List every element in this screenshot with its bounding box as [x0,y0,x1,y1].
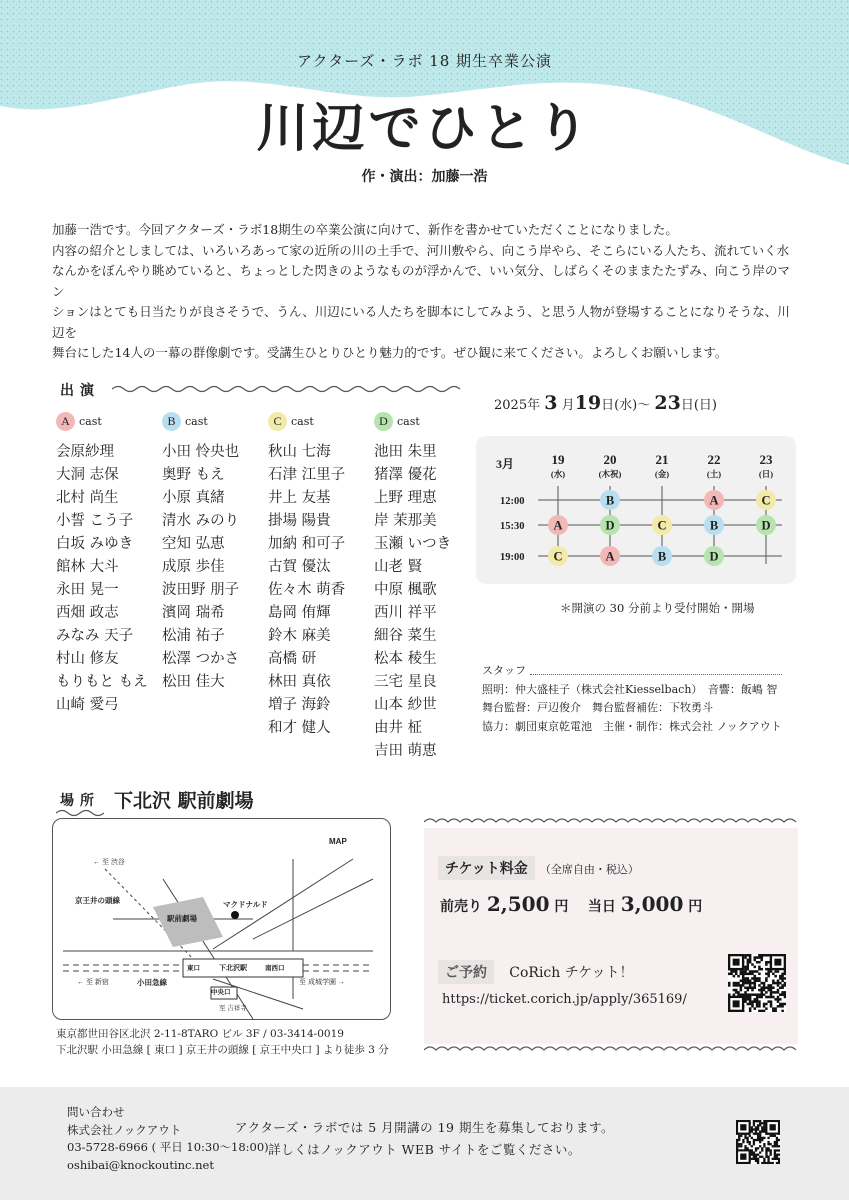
schedule-day-of-week: (水) [550,469,566,479]
schedule-day: 20 [603,452,617,467]
schedule-slot-letter: D [605,518,615,533]
cast-name: 村山 修友 [56,651,119,667]
map-label-inokashira: 京王井の頭線 [75,896,120,905]
schedule-start-day: 19 [574,392,602,414]
schedule-slot-letter: A [709,493,719,508]
cast-wavy-divider [112,384,462,394]
map-label-theater: 駅前劇場 [167,914,197,923]
reserve-url-link[interactable]: https://ticket.corich.jp/apply/365169/ [442,992,687,1007]
contact-line: 問い合わせ [67,1105,125,1119]
advance-price: 2,500 [486,892,550,916]
venue-name: 下北沢 駅前劇場 [114,790,254,812]
venue-address-line: 東京都世田谷区北沢 2-11-8TARO ビル 3F / 03-3414-0019 [56,1028,344,1040]
cast-name: みなみ 天子 [56,628,134,644]
cast-name: 佐々木 萌香 [268,582,346,598]
schedule-slot-letter: D [709,549,719,564]
cast-name: 空知 弘恵 [162,536,225,552]
cast-name: 奥野 もえ [162,467,225,483]
cast-name: 波田野 朋子 [162,582,240,598]
footer-qr-code[interactable] [736,1120,780,1164]
map-label-seijo: 至 成城学園 → [299,979,345,986]
schedule-day-of-week: (日) [758,469,774,479]
cast-name: 岸 茉那美 [374,513,437,529]
venue-section-title: 場所 [60,793,100,809]
schedule-time: 19:00 [500,552,525,563]
cast-header-b [162,412,239,431]
schedule-slot-letter: C [553,549,563,564]
cast-label: cast [291,415,314,428]
cast-name: 松澤 つかさ [162,651,240,667]
cast-name: 細谷 菜生 [374,628,437,644]
contact-phone: 03-5728-6966 ( 平日 10:30～18:00) [67,1140,269,1154]
cast-column-b [162,412,239,694]
schedule-end-dow: (日) [693,398,718,413]
cast-name: 三宅 星良 [374,674,437,690]
cast-name: 猪澤 優花 [374,467,437,483]
cast-name: 玉瀬 いつき [374,536,452,552]
cast-name: 和才 健人 [268,720,331,736]
map-label-east-exit: 東口 [187,965,200,972]
staff-line: 舞台監督：戸辺俊介 舞台監督補佐：下牧勇斗 [482,701,713,714]
cast-letter-badge: C [268,412,287,431]
map-label-mcdonalds: マクドナルド [223,900,268,909]
venue-access-line: 下北沢駅 小田急線 [ 東口 ] 京王井の頭線 [ 京王中央口 ] より徒歩 3 分 [56,1044,389,1056]
schedule-end-day: 23 [654,392,681,414]
reserve-row [438,960,633,984]
venue-address [56,1026,389,1058]
cast-header-a [56,412,148,431]
venue-map [52,818,391,1020]
cast-header-c [268,412,345,431]
cast-letter-badge: A [56,412,75,431]
cast-name: 中原 楓歌 [374,582,437,598]
cast-name: 北村 尚生 [56,490,119,506]
ticket-top-wavy [424,816,798,828]
cast-list-b [162,441,239,694]
cast-column-a [56,412,148,717]
cast-name: 山老 賢 [374,559,423,575]
cast-list-d [374,441,451,763]
schedule-time: 12:00 [500,496,525,507]
ticket-price-note: （全席自由・税込） [539,863,639,876]
door-yen: 円 [688,899,703,915]
schedule-slot-letter: B [605,493,615,508]
advance-yen: 円 [554,899,569,915]
reserve-service: CoRich チケット！ [509,965,634,981]
cast-name: 由井 柾 [374,720,423,736]
schedule-time: 15:30 [500,521,525,532]
ticket-bottom-wavy [424,1044,798,1056]
schedule-month-label: 3月 [496,457,515,471]
cast-name: 秋山 七海 [268,444,331,460]
door-price: 3,000 [620,892,684,916]
reserve-qr-code[interactable] [728,954,786,1012]
venue-wavy-divider [56,808,104,818]
reserve-label: ご予約 [438,960,494,984]
staff-line: 協力：劇団東京乾電池 主催・制作：株式会社 ノックアウト [482,719,782,733]
schedule-day: 21 [655,452,669,467]
contact-email[interactable]: oshibai@knockoutinc.net [67,1157,214,1172]
cast-label: cast [397,415,420,428]
map-label-station: 下北沢駅 [219,965,247,972]
map-label-shinjuku: ← 至 新宿 [77,979,109,986]
cast-name: 小田 怜央也 [162,444,240,460]
cast-name: 永田 晃一 [56,582,119,598]
cast-name: 吉田 萌恵 [374,743,437,759]
cast-name: もりもと もえ [56,674,148,690]
cast-name: 池田 朱里 [374,444,437,460]
cast-label: cast [185,415,208,428]
cast-name: 西畑 政志 [56,605,119,621]
ticket-prices [440,892,702,916]
performance-title: 川辺でひとり [256,98,593,159]
cast-name: 白坂 みゆき [56,536,134,552]
cast-name: 松本 稜生 [374,651,437,667]
cast-name: 松田 佳大 [162,674,225,690]
schedule-tilde: ～ [637,398,651,413]
cast-name: 島岡 侑輝 [268,605,331,621]
map-label-south-exit: 南西口 [265,965,285,972]
cast-name: 鈴木 麻美 [268,628,331,644]
intro-line: 舞台にした14人の一幕の群像劇です。受講生ひとりひとり魅力的です。ぜひ観に来てください。よろしくお願いします。 [52,345,728,360]
staff-credits [482,662,782,736]
schedule-day-of-week: (金) [654,469,670,479]
performance-subtitle: アクターズ・ラボ 18 期生卒業公演 [296,52,553,70]
schedule-start-month: 3 [544,392,558,414]
map-title: MAP [329,837,347,846]
map-label-central-exit: 中央口 [211,989,231,996]
cast-name: 林田 真依 [268,674,331,690]
cast-list-a [56,441,148,717]
cast-section-title: 出演 [60,383,100,399]
schedule-slot-letter: A [605,549,615,564]
ticket-price-label: チケット料金 [438,856,535,880]
map-label-kichijoji: 至 吉祥寺 [219,1005,247,1012]
schedule-day: 22 [707,452,721,467]
cast-name: 濱岡 瑞希 [162,605,225,621]
door-label: 当日 [587,899,616,915]
schedule-day: 19 [551,452,565,467]
schedule-slot-letter: A [553,518,563,533]
ticket-info-box [424,828,798,1044]
schedule-day: 23 [759,452,773,467]
schedule-slot-letter: D [761,518,771,533]
cast-name: 清水 みのり [162,513,240,529]
cast-name: 加納 和可子 [268,536,346,552]
intro-text [52,220,802,364]
staff-title: スタッフ [482,664,526,677]
intro-line: 内容の紹介としましては、いろいろあって家の近所の川の土手で、河川敷やら、向こう岸やら、そこらにいる人たち、流れていく水 [52,242,790,258]
cast-letter-badge: D [374,412,393,431]
schedule-table [476,436,796,584]
schedule-year: 2025年 [494,398,541,413]
cast-name: 大洞 志保 [56,467,119,483]
cast-name: 西川 祥平 [374,605,437,621]
advance-label: 前売り [440,899,482,915]
cast-column-d [374,412,451,763]
ticket-price-row [438,856,639,880]
recruit-line: アクターズ・ラボでは 5 月開講の 19 期生を募集しております。 [234,1120,614,1135]
cast-name: 山本 紗世 [374,697,437,713]
intro-line: ションはとても日当たりが良さそうで、うん、川辺にいる人たちを脚本にしてみよう、と思う人物が登場することになりそうな、川辺を [52,304,790,340]
contact-line: 株式会社ノックアウト [67,1122,182,1137]
recruit-line: 詳しくはノックアウト WEB サイトをご覧ください。 [268,1142,581,1157]
cast-label: cast [79,415,102,428]
cast-letter-badge: B [162,412,181,431]
schedule-slot-letter: B [709,518,719,533]
cast-list-c [268,441,345,740]
recruitment-notice [0,1117,849,1161]
cast-name: 館林 大斗 [56,559,119,575]
staff-dotted-line [530,667,782,675]
schedule-grid [476,436,796,584]
cast-name: 井上 友基 [268,490,331,506]
intro-line: 加藤一浩です。今回アクターズ・ラボ18期生の卒業公演に向けて、新作を書かせていただくことになりました。 [52,222,678,237]
schedule-note: ＊開演の 30 分前より受付開始・開場 [560,601,755,615]
author-credit: 作・演出：加藤一浩 [361,169,488,185]
cast-name: 高橋 研 [268,651,317,667]
intro-line: なんかをぼんやり眺めていると、ちょっとした閃きのようなものが浮かんで、いい気分、しばらくそのままたたずみ、向こう岸のマン [52,263,791,299]
cast-name: 石津 江里子 [268,467,346,483]
map-label-odakyu: 小田急線 [137,978,167,987]
cast-name: 会原紗理 [56,444,114,460]
cast-name: 古賀 優汰 [268,559,331,575]
cast-name: 掛場 陽貴 [268,513,331,529]
map-label-shibuya: ← 至 渋谷 [93,859,125,866]
schedule-day-of-week: (土) [706,469,722,479]
cast-header-d [374,412,451,431]
schedule-slot-letter: B [657,549,667,564]
schedule-day-of-week: (木祝) [598,469,622,479]
cast-name: 松浦 祐子 [162,628,225,644]
cast-name: 小誓 こう子 [56,513,134,529]
cast-name: 山崎 愛弓 [56,697,119,713]
cast-column-c [268,412,345,740]
schedule-date-range: 2025年 3 月19日(水)～ 23日(日) [494,392,718,414]
schedule-slot-letter: C [761,493,771,508]
cast-name: 小原 真緒 [162,490,225,506]
cast-name: 増子 海鈴 [268,697,331,713]
staff-line: 照明：仲大盛桂子（株式会社Kiesselbach） 音響：飯嶋 智 [482,682,778,696]
cast-name: 上野 理恵 [374,490,437,506]
cast-name: 成原 歩佳 [162,559,225,575]
schedule-slot-letter: C [657,518,667,533]
schedule-start-dow: (水) [614,398,638,413]
